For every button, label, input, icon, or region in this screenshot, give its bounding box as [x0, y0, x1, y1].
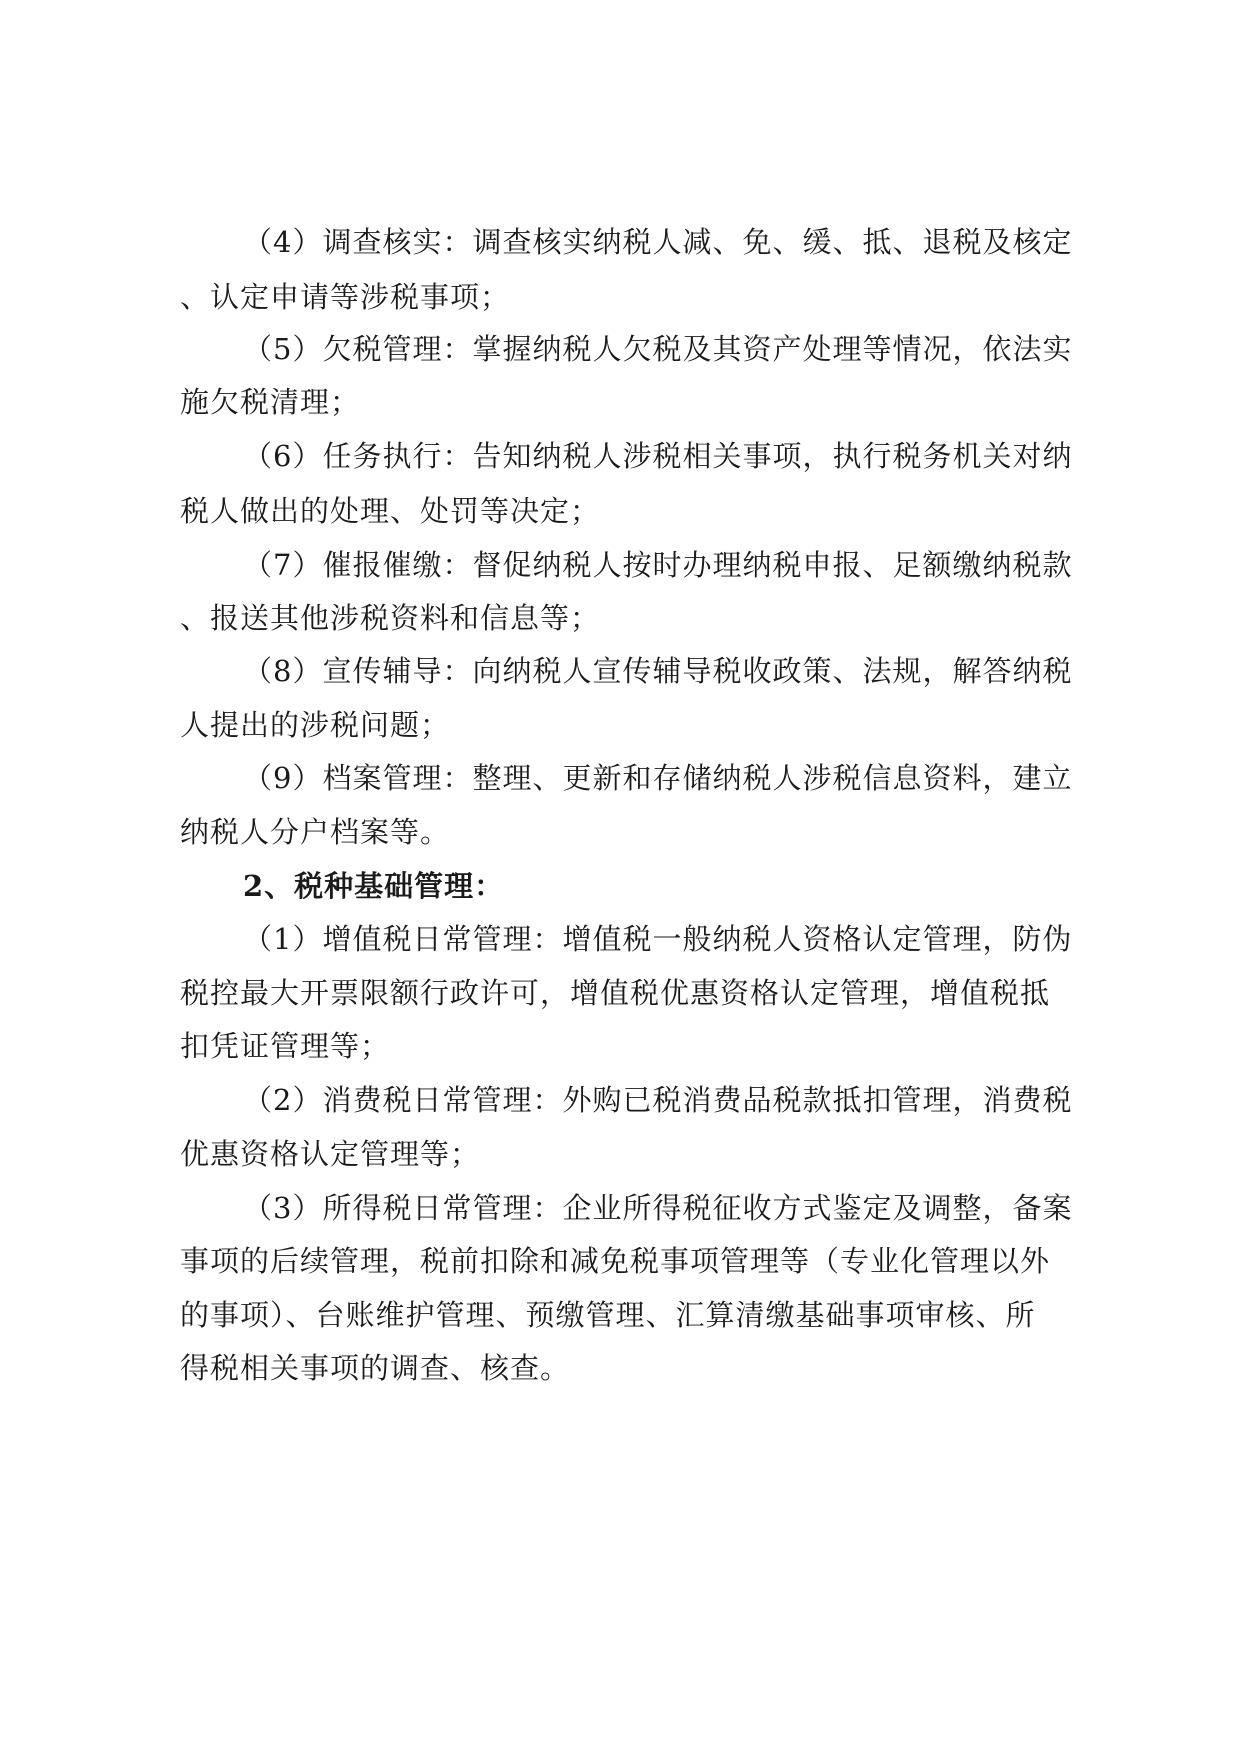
- paragraph-line: （2）消费税日常管理：外购已税消费品税款抵扣管理，消费税: [243, 1083, 1073, 1117]
- paragraph-line: 优惠资格认定管理等；: [180, 1137, 481, 1171]
- paragraph-line: （6）任务执行：告知纳税人涉税相关事项，执行税务机关对纳: [243, 439, 1073, 473]
- paragraph-line: （7）催报催缴：督促纳税人按时办理纳税申报、足额缴纳税款: [243, 548, 1073, 582]
- paragraph-line: 纳税人分户档案等。: [180, 815, 451, 849]
- paragraph-line: 、报送其他涉税资料和信息等；: [180, 601, 601, 635]
- paragraph-line: （3）所得税日常管理：企业所得税征收方式鉴定及调整，备案: [243, 1191, 1073, 1225]
- paragraph-line: （4）调查核实：调查核实纳税人减、免、缓、抵、退税及核定: [243, 225, 1073, 259]
- paragraph-line: 的事项）、台账维护管理、预缴管理、汇算清缴基础事项审核、所: [180, 1298, 1036, 1332]
- paragraph-line: 施欠税清理；: [180, 385, 361, 419]
- paragraph-line: 扣凭证管理等；: [180, 1029, 391, 1063]
- paragraph-line: 税控最大开票限额行政许可，增值税优惠资格认定管理，增值税抵: [180, 976, 1051, 1010]
- paragraph-line: （1）增值税日常管理：增值税一般纳税人资格认定管理，防伪: [243, 922, 1073, 956]
- paragraph-line: 得税相关事项的调查、核查。: [180, 1351, 571, 1385]
- paragraph-line: （9）档案管理：整理、更新和存储纳税人涉税信息资料，建立: [243, 761, 1073, 795]
- paragraph-line: （8）宣传辅导：向纳税人宣传辅导税收政策、法规，解答纳税: [243, 654, 1073, 688]
- paragraph-line: （5）欠税管理：掌握纳税人欠税及其资产处理等情况，依法实: [243, 332, 1073, 366]
- paragraph-line: 税人做出的处理、处罚等决定；: [180, 494, 601, 528]
- paragraph-line: 事项的后续管理，税前扣除和减免税事项管理等（专业化管理以外: [180, 1244, 1051, 1278]
- section-heading: 2、税种基础管理：: [243, 869, 505, 903]
- paragraph-line: 人提出的涉税问题；: [180, 708, 451, 742]
- paragraph-line: 、认定申请等涉税事项；: [180, 280, 511, 314]
